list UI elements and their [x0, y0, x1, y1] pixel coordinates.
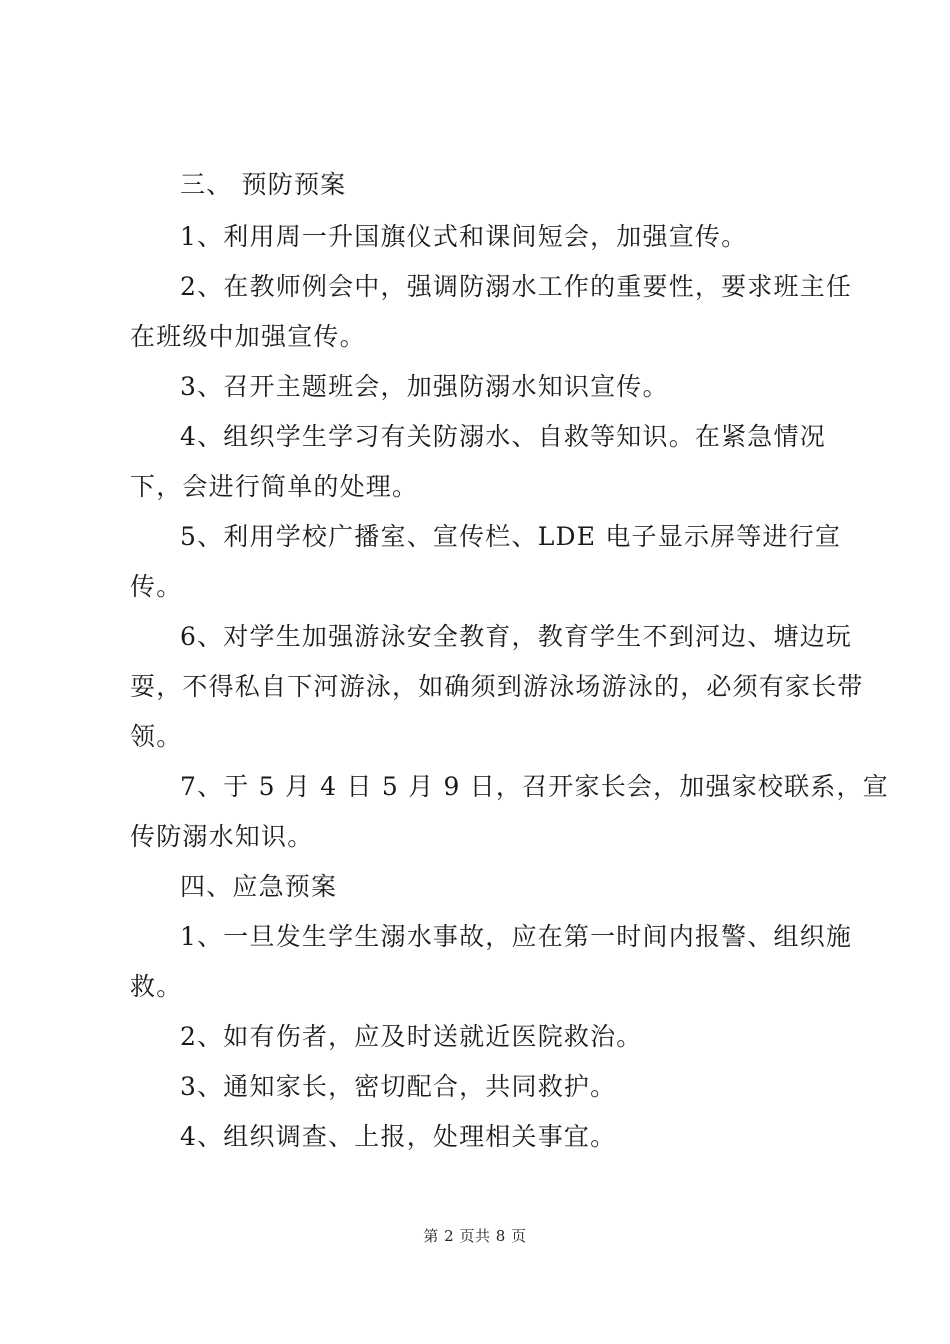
- paragraph-line: 传防溺水知识。: [130, 822, 314, 851]
- paragraph-line: 1、利用周一升国旗仪式和课间短会，加强宣传。: [180, 222, 748, 251]
- paragraph-line: 7、于 5 月 4 日 5 月 9 日，召开家长会，加强家校联系，宣: [180, 772, 889, 801]
- paragraph-line: 6、对学生加强游泳安全教育，教育学生不到河边、塘边玩: [180, 622, 853, 651]
- paragraph-line: 在班级中加强宣传。: [130, 322, 366, 351]
- paragraph-line: 5、利用学校广播室、宣传栏、LDE 电子显示屏等进行宣: [180, 522, 842, 551]
- paragraph-line: 2、如有伤者，应及时送就近医院救治。: [180, 1022, 643, 1051]
- paragraph-line: 2、在教师例会中，强调防溺水工作的重要性，要求班主任: [180, 272, 853, 301]
- paragraph-line: 4、组织调查、上报，处理相关事宜。: [180, 1122, 617, 1151]
- paragraph-line: 耍，不得私自下河游泳，如确须到游泳场游泳的，必须有家长带: [130, 672, 864, 701]
- section-heading-prevention: 三、 预防预案: [180, 170, 347, 199]
- paragraph-line: 救。: [130, 972, 183, 1001]
- paragraph-line: 1、一旦发生学生溺水事故，应在第一时间内报警、组织施: [180, 922, 853, 951]
- section-heading-emergency: 四、应急预案: [180, 872, 338, 901]
- paragraph-line: 3、通知家长，密切配合，共同救护。: [180, 1072, 617, 1101]
- paragraph-line: 3、召开主题班会，加强防溺水知识宣传。: [180, 372, 669, 401]
- paragraph-line: 领。: [130, 722, 183, 751]
- page-number-footer: 第 2 页共 8 页: [423, 1227, 527, 1245]
- paragraph-line: 下，会进行简单的处理。: [130, 472, 419, 501]
- paragraph-line: 4、组织学生学习有关防溺水、自救等知识。在紧急情况: [180, 422, 826, 451]
- paragraph-line: 传。: [130, 572, 183, 601]
